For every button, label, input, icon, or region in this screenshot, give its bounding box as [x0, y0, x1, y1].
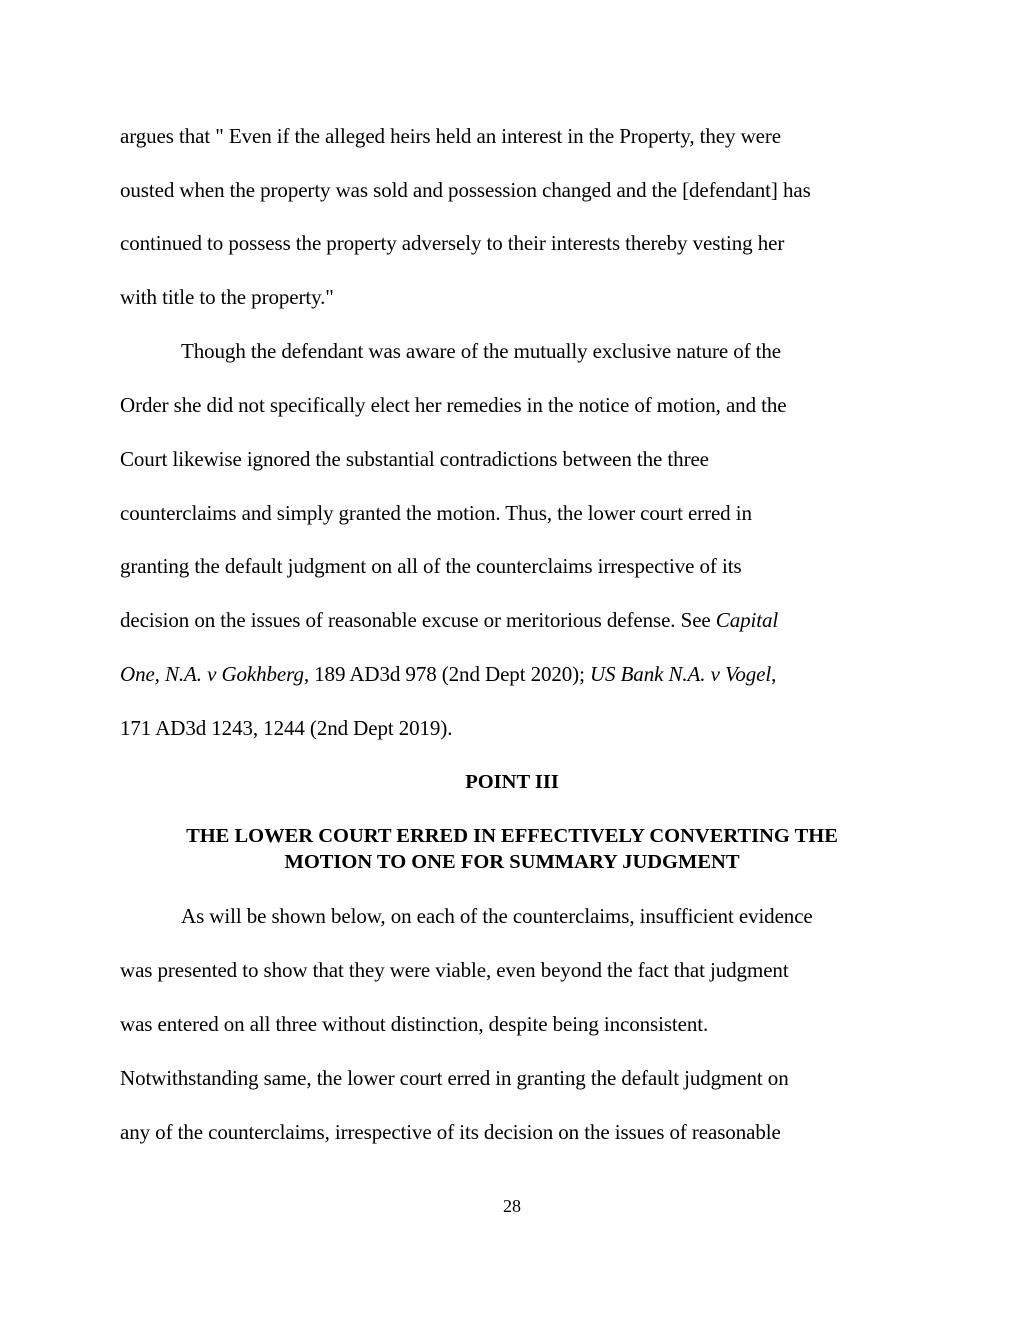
body-text-line: 171 AD3d 1243, 1244 (2nd Dept 2019).	[120, 716, 453, 740]
body-text: decision on the issues of reasonable excuse or meritorious defense. See	[120, 608, 716, 632]
body-text-line: argues that " Even if the alleged heirs held an interest in the Property, they were	[120, 124, 781, 148]
body-text: , 189 AD3d 978 (2nd Dept 2020);	[303, 662, 590, 686]
body-text-line: Order she did not specifically elect her remedies in the notice of motion, and the	[120, 393, 787, 417]
body-text-line: Court likewise ignored the substantial contradictions between the three	[120, 447, 709, 471]
point-title: THE LOWER COURT ERRED IN EFFECTIVELY CONVERTING THE	[186, 825, 838, 847]
point-title: MOTION TO ONE FOR SUMMARY JUDGMENT	[284, 851, 740, 873]
body-text-line	[120, 608, 778, 632]
body-text-line: was entered on all three without distinction, despite being inconsistent.	[120, 1012, 709, 1036]
body-text-line: As will be shown below, on each of the counterclaims, insufficient evidence	[181, 904, 813, 928]
body-text-line: continued to possess the property adversely to their interests thereby vesting her	[120, 231, 785, 255]
body-text-line: ousted when the property was sold and possession changed and the [defendant] has	[120, 178, 811, 202]
body-text: ,	[771, 662, 777, 686]
page-number: 28	[503, 1196, 521, 1216]
body-text-line: Though the defendant was aware of the mutually exclusive nature of the	[181, 339, 782, 363]
case-citation: Capital	[715, 608, 779, 632]
body-text-line: counterclaims and simply granted the motion. Thus, the lower court erred in	[120, 501, 752, 525]
body-text-line	[120, 662, 776, 686]
case-citation: One, N.A. v Gokhberg	[120, 662, 304, 686]
body-text-line: was presented to show that they were viable, even beyond the fact that judgment	[120, 958, 789, 982]
body-text-line: Notwithstanding same, the lower court erred in granting the default judgment on	[120, 1066, 789, 1090]
body-text-line: any of the counterclaims, irrespective of its decision on the issues of reasonable	[120, 1120, 781, 1144]
point-heading: POINT III	[465, 771, 559, 793]
case-citation: US Bank N.A. v Vogel	[589, 662, 772, 686]
body-text-line: granting the default judgment on all of the counterclaims irrespective of its	[120, 554, 742, 578]
body-text-line: with title to the property."	[120, 285, 334, 309]
